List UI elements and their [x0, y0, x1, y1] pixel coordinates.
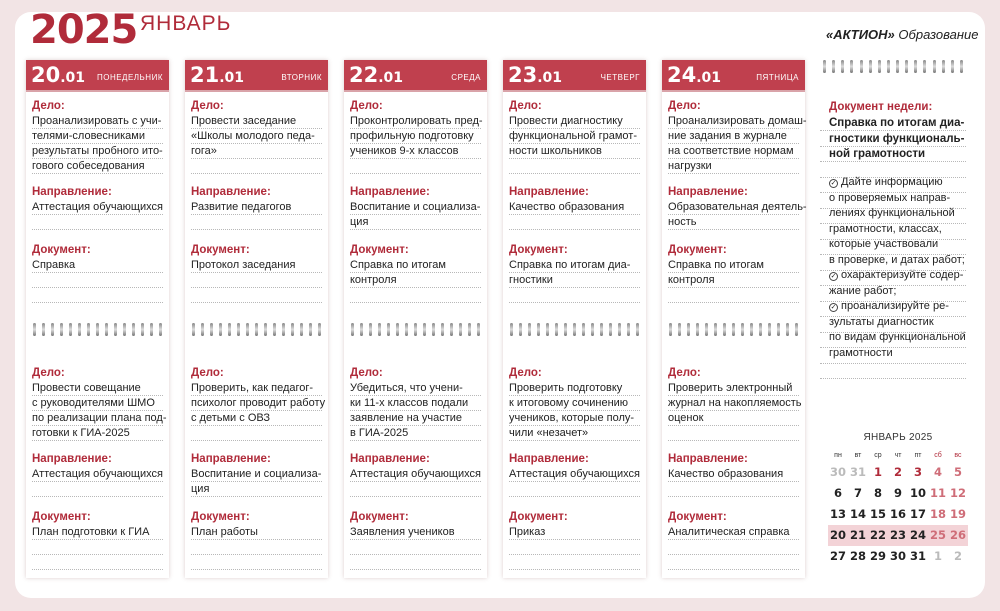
- day-header: [503, 60, 646, 90]
- calendar-day[interactable]: 19: [949, 507, 966, 521]
- calendar-day[interactable]: 30: [829, 465, 846, 479]
- task-label: Дело:: [668, 100, 701, 112]
- spiral-binding: [344, 323, 487, 337]
- task-line[interactable]: Убедиться, что учени-: [350, 381, 481, 396]
- calendar-day[interactable]: 1: [933, 549, 942, 563]
- day-column: [662, 60, 805, 578]
- calendar-day[interactable]: 18: [929, 507, 946, 521]
- week-document-checklist: [829, 175, 969, 361]
- task-label: Дело:: [350, 367, 383, 379]
- calendar-day[interactable]: 2: [893, 465, 902, 479]
- direction-line[interactable]: Воспитание и социализа-: [350, 201, 481, 213]
- task-line[interactable]: гога»: [191, 144, 322, 159]
- document-label: Документ:: [668, 244, 727, 256]
- document-line[interactable]: [350, 540, 481, 555]
- document-line[interactable]: Протокол заседания: [191, 258, 322, 273]
- calendar-day[interactable]: 15: [869, 507, 886, 521]
- calendar-day[interactable]: 2: [953, 549, 962, 563]
- check-circle-icon: ✓: [830, 304, 837, 311]
- calendar-weekdays: [828, 452, 968, 459]
- checklist-line: зультаты диагностик: [829, 315, 934, 328]
- calendar-day[interactable]: 1: [873, 465, 882, 479]
- day-column: [503, 60, 646, 578]
- task-line[interactable]: Провести совещание: [32, 381, 163, 396]
- day-date: 21.01: [190, 63, 245, 87]
- week-document-title: Справка по итогам диа- гностики функциональ- ной грамотности: [829, 117, 965, 160]
- calendar-day[interactable]: 22: [868, 525, 888, 546]
- calendar-day[interactable]: 6: [833, 486, 842, 500]
- checklist-line: лениях функциональной: [829, 207, 955, 219]
- task-label: Дело:: [191, 100, 224, 112]
- task-label: Дело:: [668, 367, 701, 379]
- task-line[interactable]: [191, 426, 322, 441]
- direction-label: Направление:: [191, 453, 271, 465]
- calendar-day[interactable]: 29: [869, 549, 886, 563]
- document-label: Документ:: [509, 511, 568, 523]
- brand-name: «АКТИОН»: [826, 27, 895, 42]
- calendar-title: ЯНВАРЬ 2025: [863, 432, 933, 443]
- task-block: [350, 99, 481, 303]
- task-line[interactable]: Проанализировать домаш-: [668, 115, 807, 127]
- task-line[interactable]: профильную подготовку: [350, 129, 481, 144]
- direction-line[interactable]: [509, 482, 640, 497]
- task-line[interactable]: [350, 159, 481, 174]
- direction-label: Направление:: [668, 453, 748, 465]
- document-line[interactable]: [32, 555, 163, 570]
- direction-line[interactable]: [191, 215, 322, 230]
- document-line[interactable]: Заявления учеников: [350, 525, 481, 540]
- document-line[interactable]: [191, 540, 322, 555]
- direction-label: Направление:: [191, 186, 271, 198]
- document-label: Документ:: [191, 244, 250, 256]
- document-line[interactable]: [32, 288, 163, 303]
- direction-line[interactable]: Качество образования: [509, 200, 640, 215]
- task-label: Дело:: [191, 367, 224, 379]
- checklist-line: по видам функциональной: [829, 331, 966, 343]
- weekday-name: ЧЕТВЕРГ: [600, 73, 640, 82]
- calendar-day[interactable]: 24: [908, 525, 928, 546]
- task-line[interactable]: Провести диагностику: [509, 114, 640, 129]
- task-line[interactable]: учеников 9-х классов: [350, 144, 481, 159]
- task-line[interactable]: гового собеседования: [32, 159, 163, 174]
- task-line[interactable]: Провести заседание: [191, 114, 322, 129]
- checklist-line: о проверяемых направ-: [829, 191, 951, 204]
- document-line[interactable]: [191, 273, 322, 288]
- checklist-line: ✓ проанализируйте ре-: [830, 300, 949, 312]
- calendar-day[interactable]: 31: [849, 465, 866, 479]
- task-line[interactable]: в ГИА-2025: [350, 426, 481, 441]
- task-line[interactable]: Проконтролировать пред-: [350, 115, 483, 127]
- direction-line[interactable]: ция: [350, 215, 481, 230]
- direction-line[interactable]: Качество образования: [668, 467, 799, 482]
- task-line[interactable]: ние задания в журнале: [668, 129, 799, 144]
- task-line[interactable]: нагрузки: [668, 159, 799, 174]
- direction-line[interactable]: Аттестация обучающихся: [509, 468, 640, 480]
- checklist-line: грамотности: [829, 346, 893, 359]
- calendar-day[interactable]: 25: [928, 525, 948, 546]
- task-block: [32, 99, 163, 303]
- document-line[interactable]: [668, 288, 799, 303]
- calendar-weekday: вс: [954, 452, 962, 459]
- calendar-day[interactable]: 17: [909, 507, 926, 521]
- direction-line[interactable]: Аттестация обучающихся: [32, 201, 163, 213]
- task-label: Дело:: [509, 367, 542, 379]
- calendar-weekday: вт: [854, 452, 862, 459]
- document-line[interactable]: Справка: [32, 258, 163, 273]
- direction-line[interactable]: Образовательная деятель-: [668, 201, 807, 213]
- calendar-day[interactable]: 16: [889, 507, 906, 521]
- task-line[interactable]: журнал на накопляемость: [668, 397, 802, 409]
- brand-logo: [826, 27, 979, 42]
- document-label: Документ:: [32, 244, 91, 256]
- task-line[interactable]: с руководителями ШМО: [32, 396, 163, 411]
- task-line[interactable]: [509, 159, 640, 174]
- check-circle-icon: ✓: [830, 273, 837, 280]
- week-document-label: Документ недели:: [829, 101, 933, 113]
- checklist-line: которые участвовали: [829, 238, 939, 250]
- direction-label: Направление:: [350, 186, 430, 198]
- task-label: Дело:: [32, 367, 65, 379]
- document-line[interactable]: [191, 555, 322, 570]
- task-line[interactable]: чили «незачет»: [509, 426, 640, 441]
- checklist-line: ✓ охарактеризуйте содер-: [830, 269, 964, 281]
- document-line[interactable]: [350, 288, 481, 303]
- document-line[interactable]: [509, 288, 640, 303]
- day-date: 22.01: [349, 63, 404, 87]
- document-line[interactable]: Справка по итогам: [668, 258, 799, 273]
- task-block: [509, 366, 640, 570]
- calendar-day[interactable]: 12: [949, 486, 966, 500]
- day-column: [26, 60, 169, 578]
- document-label: Документ:: [350, 511, 409, 523]
- document-label: Документ:: [191, 511, 250, 523]
- document-line[interactable]: План работы: [191, 525, 322, 540]
- task-line[interactable]: Проверить подготовку: [509, 381, 640, 396]
- calendar-weekday: пн: [834, 452, 842, 459]
- calendar-day[interactable]: 4: [933, 465, 942, 479]
- task-line[interactable]: Проверить, как педагог-: [191, 381, 322, 396]
- task-label: Дело:: [32, 100, 65, 112]
- calendar-day[interactable]: 13: [829, 507, 846, 521]
- task-line[interactable]: психолог проводит работу: [191, 397, 326, 409]
- task-line[interactable]: Проанализировать с учи-: [32, 115, 162, 127]
- direction-line[interactable]: Развитие педагогов: [191, 200, 322, 215]
- calendar-day[interactable]: 23: [888, 525, 908, 546]
- document-line[interactable]: [509, 540, 640, 555]
- document-label: Документ:: [668, 511, 727, 523]
- spiral-binding: [503, 323, 646, 337]
- calendar-day[interactable]: 28: [849, 549, 866, 563]
- direction-line[interactable]: [350, 482, 481, 497]
- day-header: [344, 60, 487, 90]
- task-line[interactable]: с детьми с ОВЗ: [191, 411, 322, 426]
- task-block: [668, 366, 802, 570]
- task-line[interactable]: [191, 159, 322, 174]
- day-header: [662, 60, 805, 90]
- task-line[interactable]: ки 11-х классов подали: [350, 396, 481, 411]
- checklist-line: ✓ Дайте информацию: [830, 176, 943, 188]
- task-line[interactable]: готовки к ГИА-2025: [32, 426, 163, 441]
- task-line[interactable]: ности школьников: [509, 144, 640, 159]
- day-column: [185, 60, 328, 578]
- calendar-day[interactable]: 26: [948, 525, 968, 546]
- task-block: [32, 366, 167, 570]
- calendar-day[interactable]: 9: [893, 486, 902, 500]
- checklist-line: в проверке, и датах работ;: [829, 253, 965, 266]
- month-title: ЯНВАРЬ: [140, 12, 232, 35]
- calendar-day[interactable]: 30: [889, 549, 906, 563]
- calendar-day[interactable]: 10: [909, 486, 926, 500]
- document-line[interactable]: Аналитическая справка: [668, 525, 799, 540]
- weekday-name: ВТОРНИК: [281, 73, 322, 82]
- calendar-day[interactable]: 8: [873, 486, 882, 500]
- calendar-weekday: сб: [934, 452, 942, 459]
- direction-label: Направление:: [509, 453, 589, 465]
- calendar-grid: [828, 462, 968, 567]
- day-header: [26, 60, 169, 90]
- task-block: [350, 366, 481, 570]
- document-line[interactable]: [350, 555, 481, 570]
- task-line[interactable]: результаты пробного ито-: [32, 145, 163, 157]
- direction-line[interactable]: [509, 215, 640, 230]
- task-line[interactable]: учеников, которые полу-: [509, 411, 640, 426]
- task-line[interactable]: «Школы молодого педа-: [191, 129, 322, 144]
- calendar-day[interactable]: 5: [953, 465, 962, 479]
- brand-suffix: Образование: [898, 27, 979, 42]
- direction-label: Направление:: [32, 453, 112, 465]
- document-line[interactable]: [668, 555, 799, 570]
- task-line[interactable]: функциональной грамот-: [509, 129, 640, 144]
- calendar-day[interactable]: 31: [909, 549, 926, 563]
- task-line[interactable]: на соответствие нормам: [668, 144, 799, 159]
- task-line[interactable]: Проверить электронный: [668, 381, 799, 396]
- checklist-line: грамотности, классах,: [829, 222, 942, 235]
- spiral-binding: [662, 323, 805, 337]
- document-line[interactable]: План подготовки к ГИА: [32, 525, 163, 540]
- direction-line[interactable]: [32, 215, 163, 230]
- calendar-day[interactable]: 7: [853, 486, 862, 500]
- weekday-name: ПОНЕДЕЛЬНИК: [96, 73, 163, 82]
- weekday-name: ПЯТНИЦА: [756, 73, 799, 82]
- task-line[interactable]: заявление на участие: [350, 411, 481, 426]
- task-block: [191, 99, 322, 303]
- spiral-binding: [185, 323, 328, 337]
- day-date: 24.01: [667, 63, 722, 87]
- check-circle-icon: ✓: [830, 180, 837, 187]
- spiral-binding: [820, 60, 966, 72]
- direction-label: Направление:: [668, 186, 748, 198]
- document-line[interactable]: гностики: [509, 273, 640, 288]
- document-line[interactable]: [191, 288, 322, 303]
- document-label: Документ:: [350, 244, 409, 256]
- calendar-day[interactable]: 27: [829, 549, 846, 563]
- calendar-day[interactable]: 14: [849, 507, 866, 521]
- direction-label: Направление:: [350, 453, 430, 465]
- direction-line[interactable]: Аттестация обучающихся: [350, 468, 481, 480]
- calendar-day[interactable]: 21: [848, 525, 868, 546]
- calendar-weekday: чт: [894, 452, 902, 459]
- spiral-binding: [26, 323, 169, 337]
- calendar-day[interactable]: 3: [913, 465, 922, 479]
- calendar-weekday: пт: [914, 452, 922, 459]
- direction-line[interactable]: [668, 482, 799, 497]
- mini-calendar: [828, 432, 968, 567]
- calendar-day[interactable]: 20: [828, 525, 848, 546]
- direction-line[interactable]: ность: [668, 215, 799, 230]
- document-line[interactable]: [32, 273, 163, 288]
- task-label: Дело:: [350, 100, 383, 112]
- task-block: [668, 99, 807, 303]
- direction-label: Направление:: [509, 186, 589, 198]
- year-title: 2025: [30, 7, 138, 53]
- document-line[interactable]: Справка по итогам: [350, 258, 481, 273]
- day-header: [185, 60, 328, 90]
- calendar-day[interactable]: 11: [929, 486, 946, 500]
- direction-line[interactable]: [32, 482, 163, 497]
- day-date: 23.01: [508, 63, 563, 87]
- task-label: Дело:: [509, 100, 542, 112]
- checklist-line: жание работ;: [829, 284, 897, 297]
- weekday-name: СРЕДА: [451, 73, 481, 82]
- document-line[interactable]: контроля: [668, 273, 799, 288]
- direction-line[interactable]: Воспитание и социализа-: [191, 468, 322, 480]
- document-line[interactable]: [509, 555, 640, 570]
- task-line[interactable]: по реализации плана под-: [32, 412, 167, 424]
- document-label: Документ:: [32, 511, 91, 523]
- task-line[interactable]: оценок: [668, 411, 799, 426]
- direction-line[interactable]: ция: [191, 482, 322, 497]
- week-document-panel: [820, 60, 970, 578]
- direction-line[interactable]: Аттестация обучающихся: [32, 468, 163, 480]
- day-column: [344, 60, 487, 578]
- task-line[interactable]: [668, 426, 799, 441]
- document-line[interactable]: Справка по итогам диа-: [509, 258, 640, 273]
- document-line[interactable]: Приказ: [509, 525, 640, 540]
- task-block: [191, 366, 326, 570]
- task-line[interactable]: телями-словесниками: [32, 129, 163, 144]
- document-line[interactable]: [32, 540, 163, 555]
- calendar-weekday: ср: [874, 452, 882, 459]
- document-label: Документ:: [509, 244, 568, 256]
- task-line[interactable]: к итоговому сочинению: [509, 396, 640, 411]
- document-line[interactable]: контроля: [350, 273, 481, 288]
- direction-label: Направление:: [32, 186, 112, 198]
- task-block: [509, 99, 640, 303]
- day-date: 20.01: [31, 63, 86, 87]
- document-line[interactable]: [668, 540, 799, 555]
